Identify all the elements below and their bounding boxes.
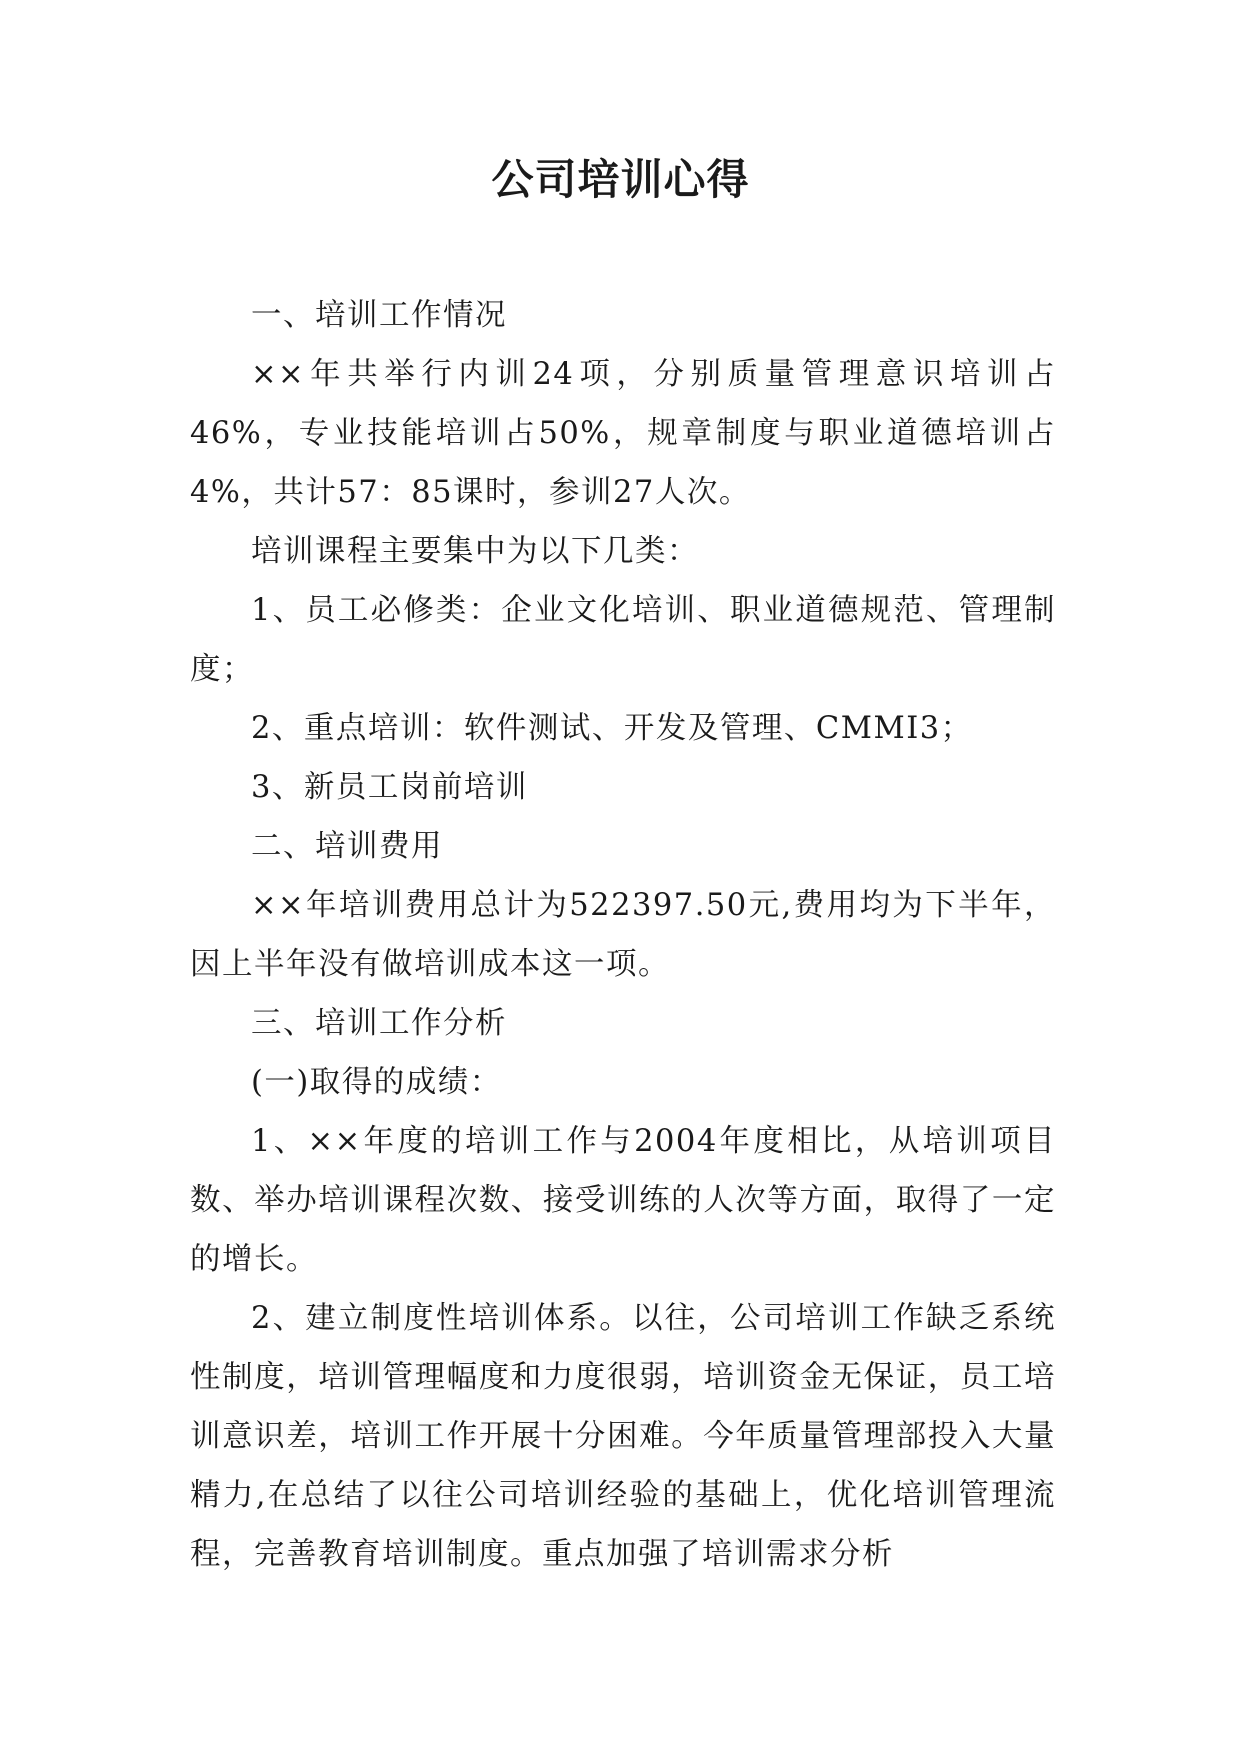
list-item-key-training: 2、重点培训：软件测试、开发及管理、CMMI3； bbox=[251, 711, 973, 746]
list-item-achievement-growth: 1、××年度的培训工作与2004年度相比，从培训项目数、举办培训课程次数、接受训练的人次等方面，取得了一定的增长。 bbox=[190, 1124, 1056, 1277]
section-heading-training-status: 一、培训工作情况 bbox=[251, 298, 507, 333]
section-heading-training-costs: 二、培训费用 bbox=[251, 829, 443, 864]
document-body bbox=[190, 286, 1056, 1584]
section-heading-training-analysis: 三、培训工作分析 bbox=[251, 1006, 507, 1041]
list-item-required-courses: 1、员工必修类：企业文化培训、职业道德规范、管理制度； bbox=[190, 593, 1056, 687]
paragraph-course-categories-intro: 培训课程主要集中为以下几类： bbox=[251, 534, 699, 569]
list-item-achievement-system: 2、建立制度性培训体系。以往，公司培训工作缺乏系统性制度，培训管理幅度和力度很弱，培训资金无保证，员工培训意识差，培训工作开展十分困难。今年质量管理部投入大量精力,在总结了以往公司培训经验的基础上，优化培训管理流程，完善教育培训制度。重点加强了培训需求分析 bbox=[190, 1301, 1056, 1572]
paragraph-training-summary: ××年共举行内训24项，分别质量管理意识培训占46%，专业技能培训占50%，规章制度与职业道德培训占4%，共计57：85课时，参训27人次。 bbox=[190, 357, 1056, 510]
paragraph-training-costs: ××年培训费用总计为522397.50元,费用均为下半年，因上半年没有做培训成本这一项。 bbox=[190, 888, 1056, 982]
document-title: 公司培训心得 bbox=[491, 155, 750, 204]
subsection-heading-achievements: (一)取得的成绩： bbox=[251, 1065, 502, 1100]
list-item-new-employee-training: 3、新员工岗前培训 bbox=[251, 770, 528, 805]
